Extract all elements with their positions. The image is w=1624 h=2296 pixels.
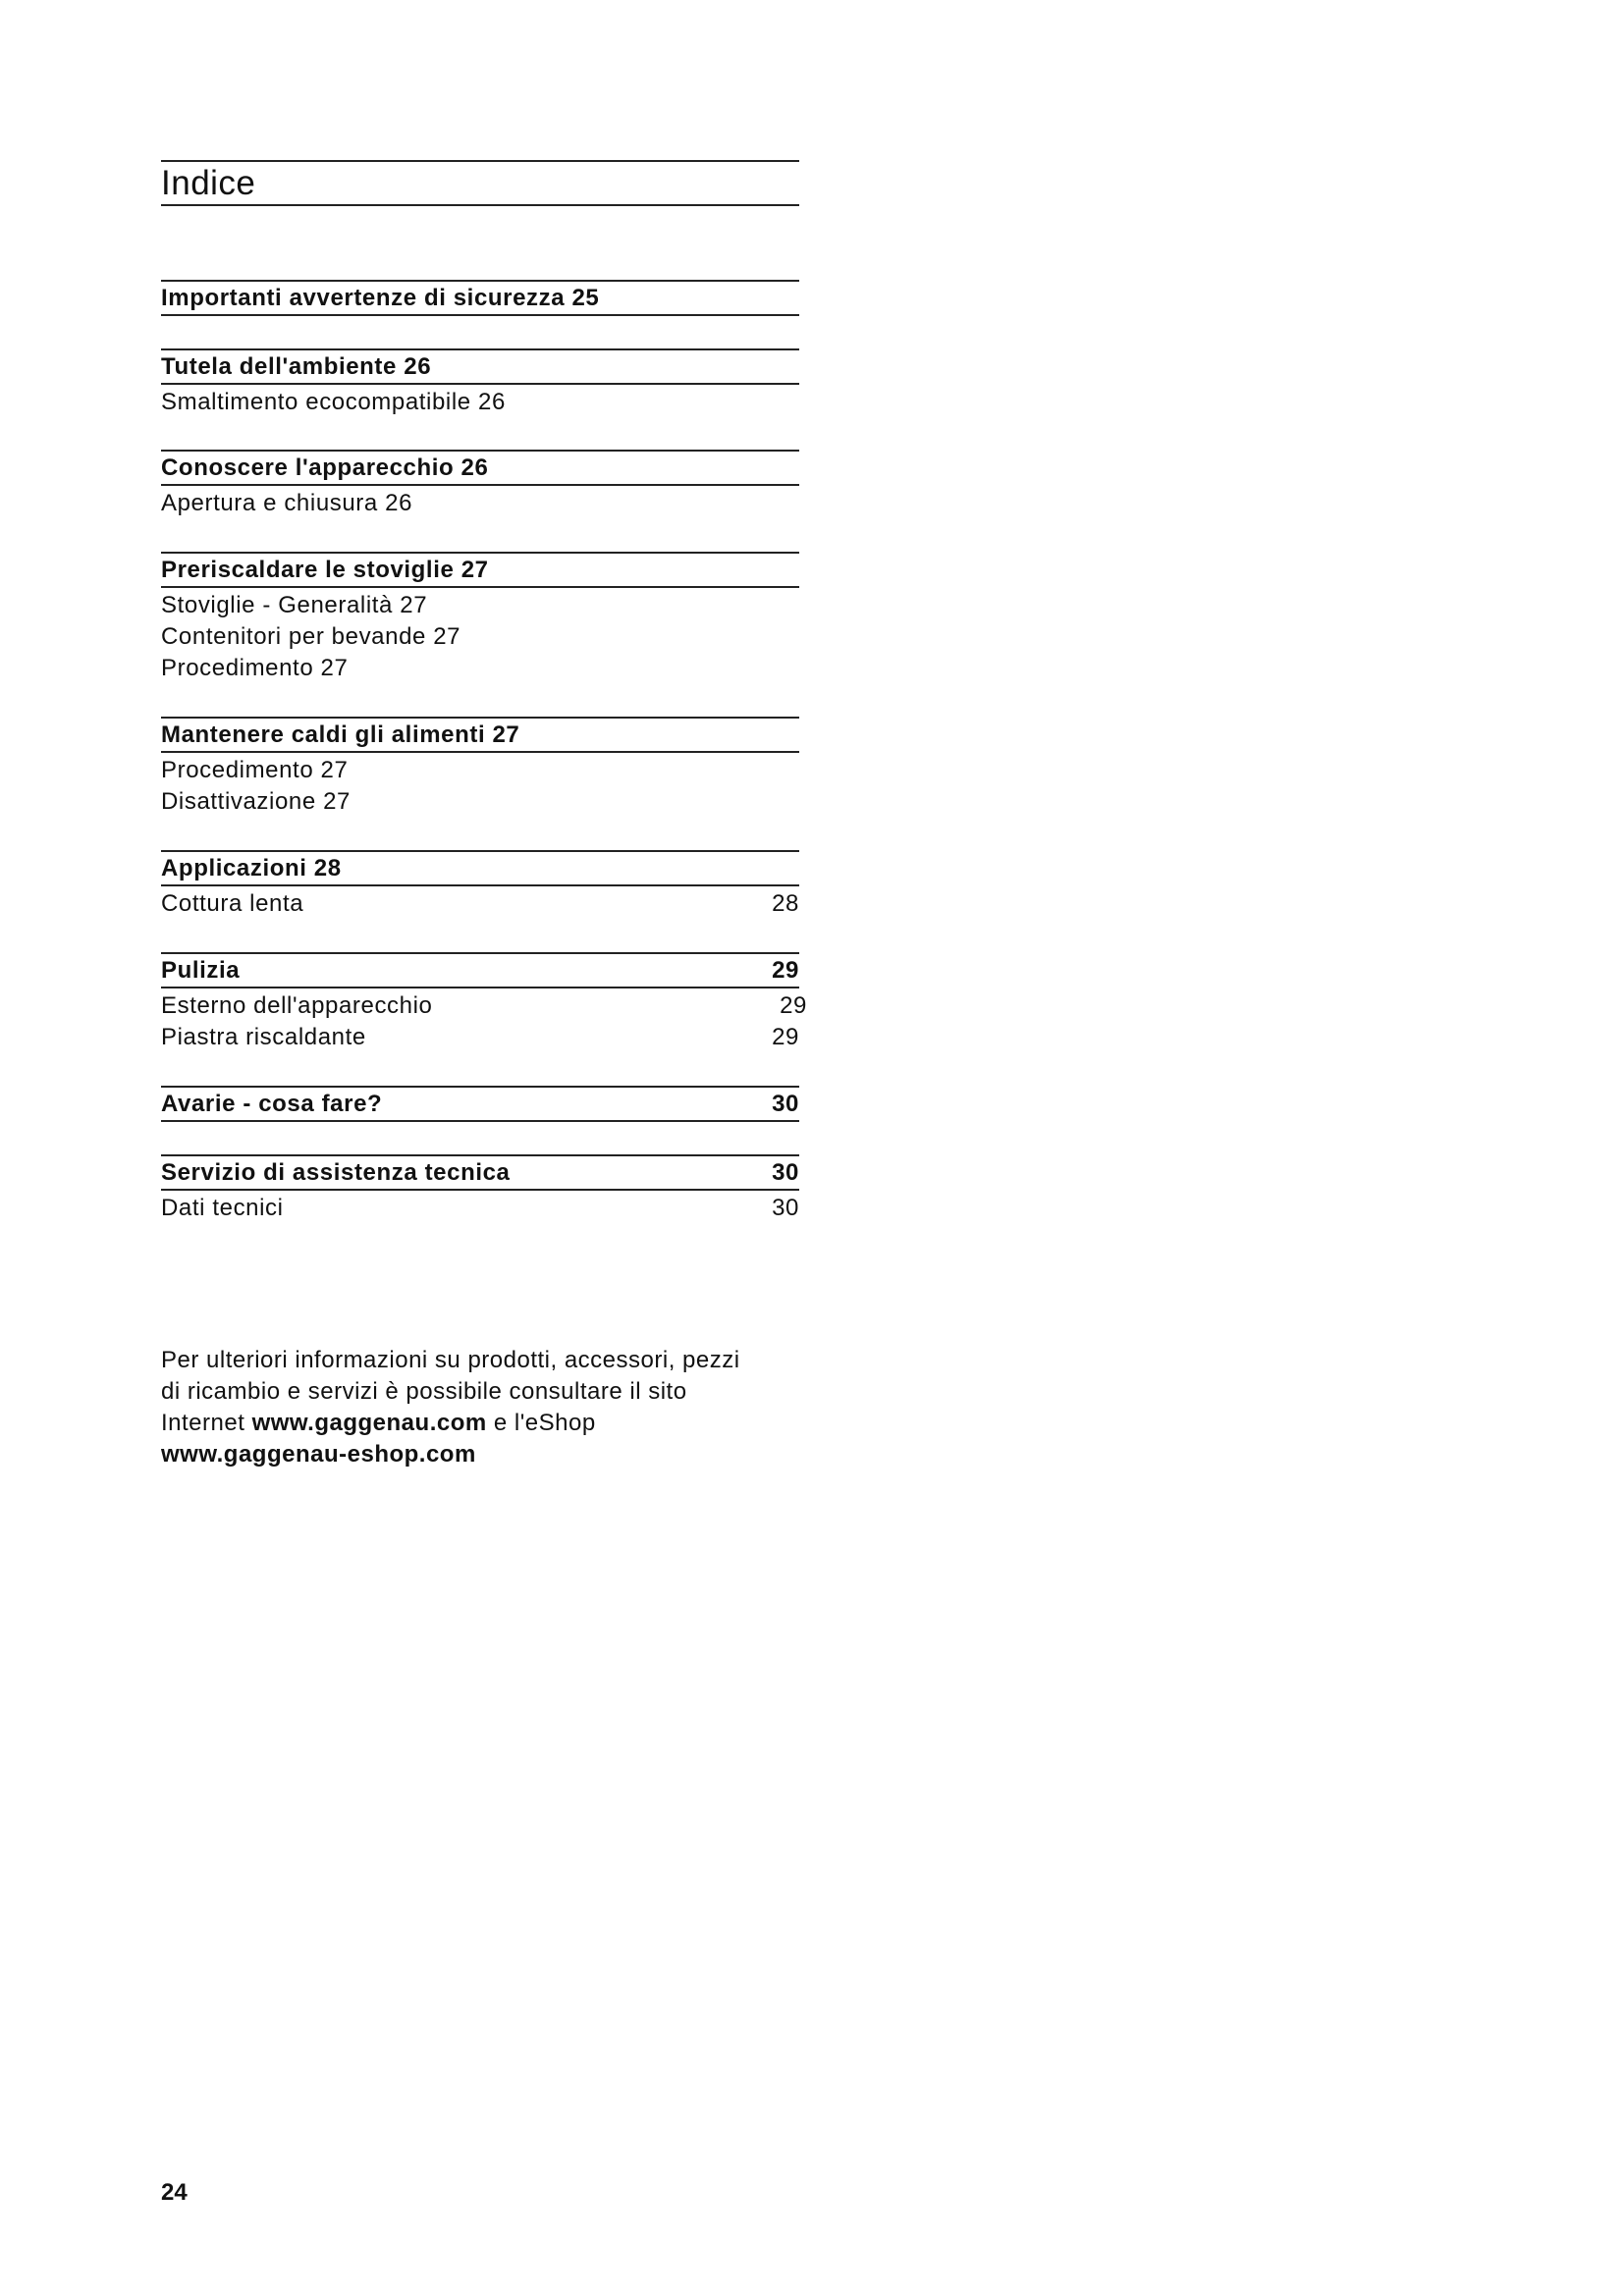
toc-entry[interactable] (161, 387, 799, 418)
toc-entry-page: 29 (772, 1024, 799, 1050)
toc-entry[interactable] (161, 888, 799, 920)
toc-section-title: Conoscere l'apparecchio 26 (161, 454, 489, 481)
toc-entry[interactable] (161, 990, 807, 1022)
toc-entry-list (161, 488, 799, 519)
toc-entry-list (161, 590, 799, 684)
toc-entry[interactable] (161, 653, 799, 684)
toc-section-heading[interactable] (161, 552, 799, 588)
toc-entry[interactable] (161, 1193, 799, 1224)
toc-section-title: Applicazioni 28 (161, 854, 342, 881)
toc-section (161, 850, 799, 920)
footer-line-2: di ricambio e servizi è possibile consultare il sito (161, 1378, 687, 1405)
toc-entry-title: Procedimento 27 (161, 655, 349, 681)
toc-section-title: Pulizia (161, 956, 241, 984)
footer-line-3-suffix: e l'eShop (486, 1410, 596, 1436)
footer-line-1: Per ulteriori informazioni su prodotti, accessori, pezzi (161, 1347, 740, 1373)
toc-section-title: Preriscaldare le stoviglie 27 (161, 556, 489, 583)
toc-entry-title: Esterno dell'apparecchio (161, 992, 433, 1019)
toc-entry-list (161, 990, 807, 1053)
toc-entry[interactable] (161, 786, 799, 818)
page-title: Indice (161, 164, 256, 202)
toc-section (161, 952, 807, 1053)
toc-entry[interactable] (161, 590, 799, 621)
toc-entry-list (161, 888, 799, 920)
toc-section-heading[interactable] (161, 348, 799, 385)
toc-entry[interactable] (161, 755, 799, 786)
toc-entry-page: 30 (772, 1195, 799, 1221)
toc-entry-title: Contenitori per bevande 27 (161, 623, 461, 650)
toc-section-heading[interactable] (161, 1086, 799, 1122)
toc-entry-title: Disattivazione 27 (161, 788, 351, 815)
toc-section-heading[interactable] (161, 280, 799, 316)
footer-line-3 (161, 1408, 799, 1439)
toc-section (161, 348, 799, 418)
footer-line-3-prefix: Internet (161, 1410, 252, 1436)
toc-entry-title: Dati tecnici (161, 1195, 284, 1221)
toc-entry[interactable] (161, 1022, 799, 1053)
footer-info (161, 1345, 799, 1470)
toc-entry[interactable] (161, 488, 799, 519)
toc-section-heading[interactable] (161, 850, 799, 886)
toc-section-title: Servizio di assistenza tecnica (161, 1158, 511, 1186)
toc-section-title: Tutela dell'ambiente 26 (161, 352, 432, 380)
eshop-link[interactable]: www.gaggenau-eshop.com (161, 1441, 476, 1468)
toc-section-heading[interactable] (161, 952, 799, 988)
toc-section-page: 29 (772, 956, 799, 984)
toc-section (161, 717, 799, 818)
toc-entry-page: 29 (780, 992, 807, 1019)
toc-section (161, 450, 799, 519)
toc-section (161, 552, 799, 684)
toc-entry-title: Apertura e chiusura 26 (161, 490, 413, 516)
toc-section (161, 1086, 799, 1122)
toc-section-heading[interactable] (161, 1154, 799, 1191)
toc-entry-title: Stoviglie - Generalità 27 (161, 592, 428, 618)
toc-section-page: 30 (772, 1090, 799, 1117)
toc-entry-title: Piastra riscaldante (161, 1024, 366, 1050)
website-link[interactable]: www.gaggenau.com (251, 1410, 487, 1436)
toc-section-heading[interactable] (161, 717, 799, 753)
table-of-contents (161, 280, 807, 1224)
toc-section-title: Importanti avvertenze di sicurezza 25 (161, 284, 600, 311)
toc-section-title: Mantenere caldi gli alimenti 27 (161, 721, 520, 748)
title-block (161, 160, 799, 206)
toc-section-title: Avarie - cosa fare? (161, 1090, 383, 1117)
toc-section (161, 1154, 799, 1224)
toc-entry-list (161, 387, 799, 418)
toc-entry[interactable] (161, 621, 799, 653)
toc-entry-title: Procedimento 27 (161, 757, 349, 783)
toc-entry-list (161, 1193, 799, 1224)
toc-section-page: 30 (772, 1158, 799, 1186)
toc-section (161, 280, 799, 316)
toc-entry-title: Smaltimento ecocompatibile 26 (161, 389, 506, 415)
toc-entry-page: 28 (772, 890, 799, 917)
toc-section-heading[interactable] (161, 450, 799, 486)
toc-entry-title: Cottura lenta (161, 890, 304, 917)
footer-line-4 (161, 1439, 799, 1470)
page-number: 24 (161, 2179, 188, 2206)
toc-entry-list (161, 755, 799, 818)
